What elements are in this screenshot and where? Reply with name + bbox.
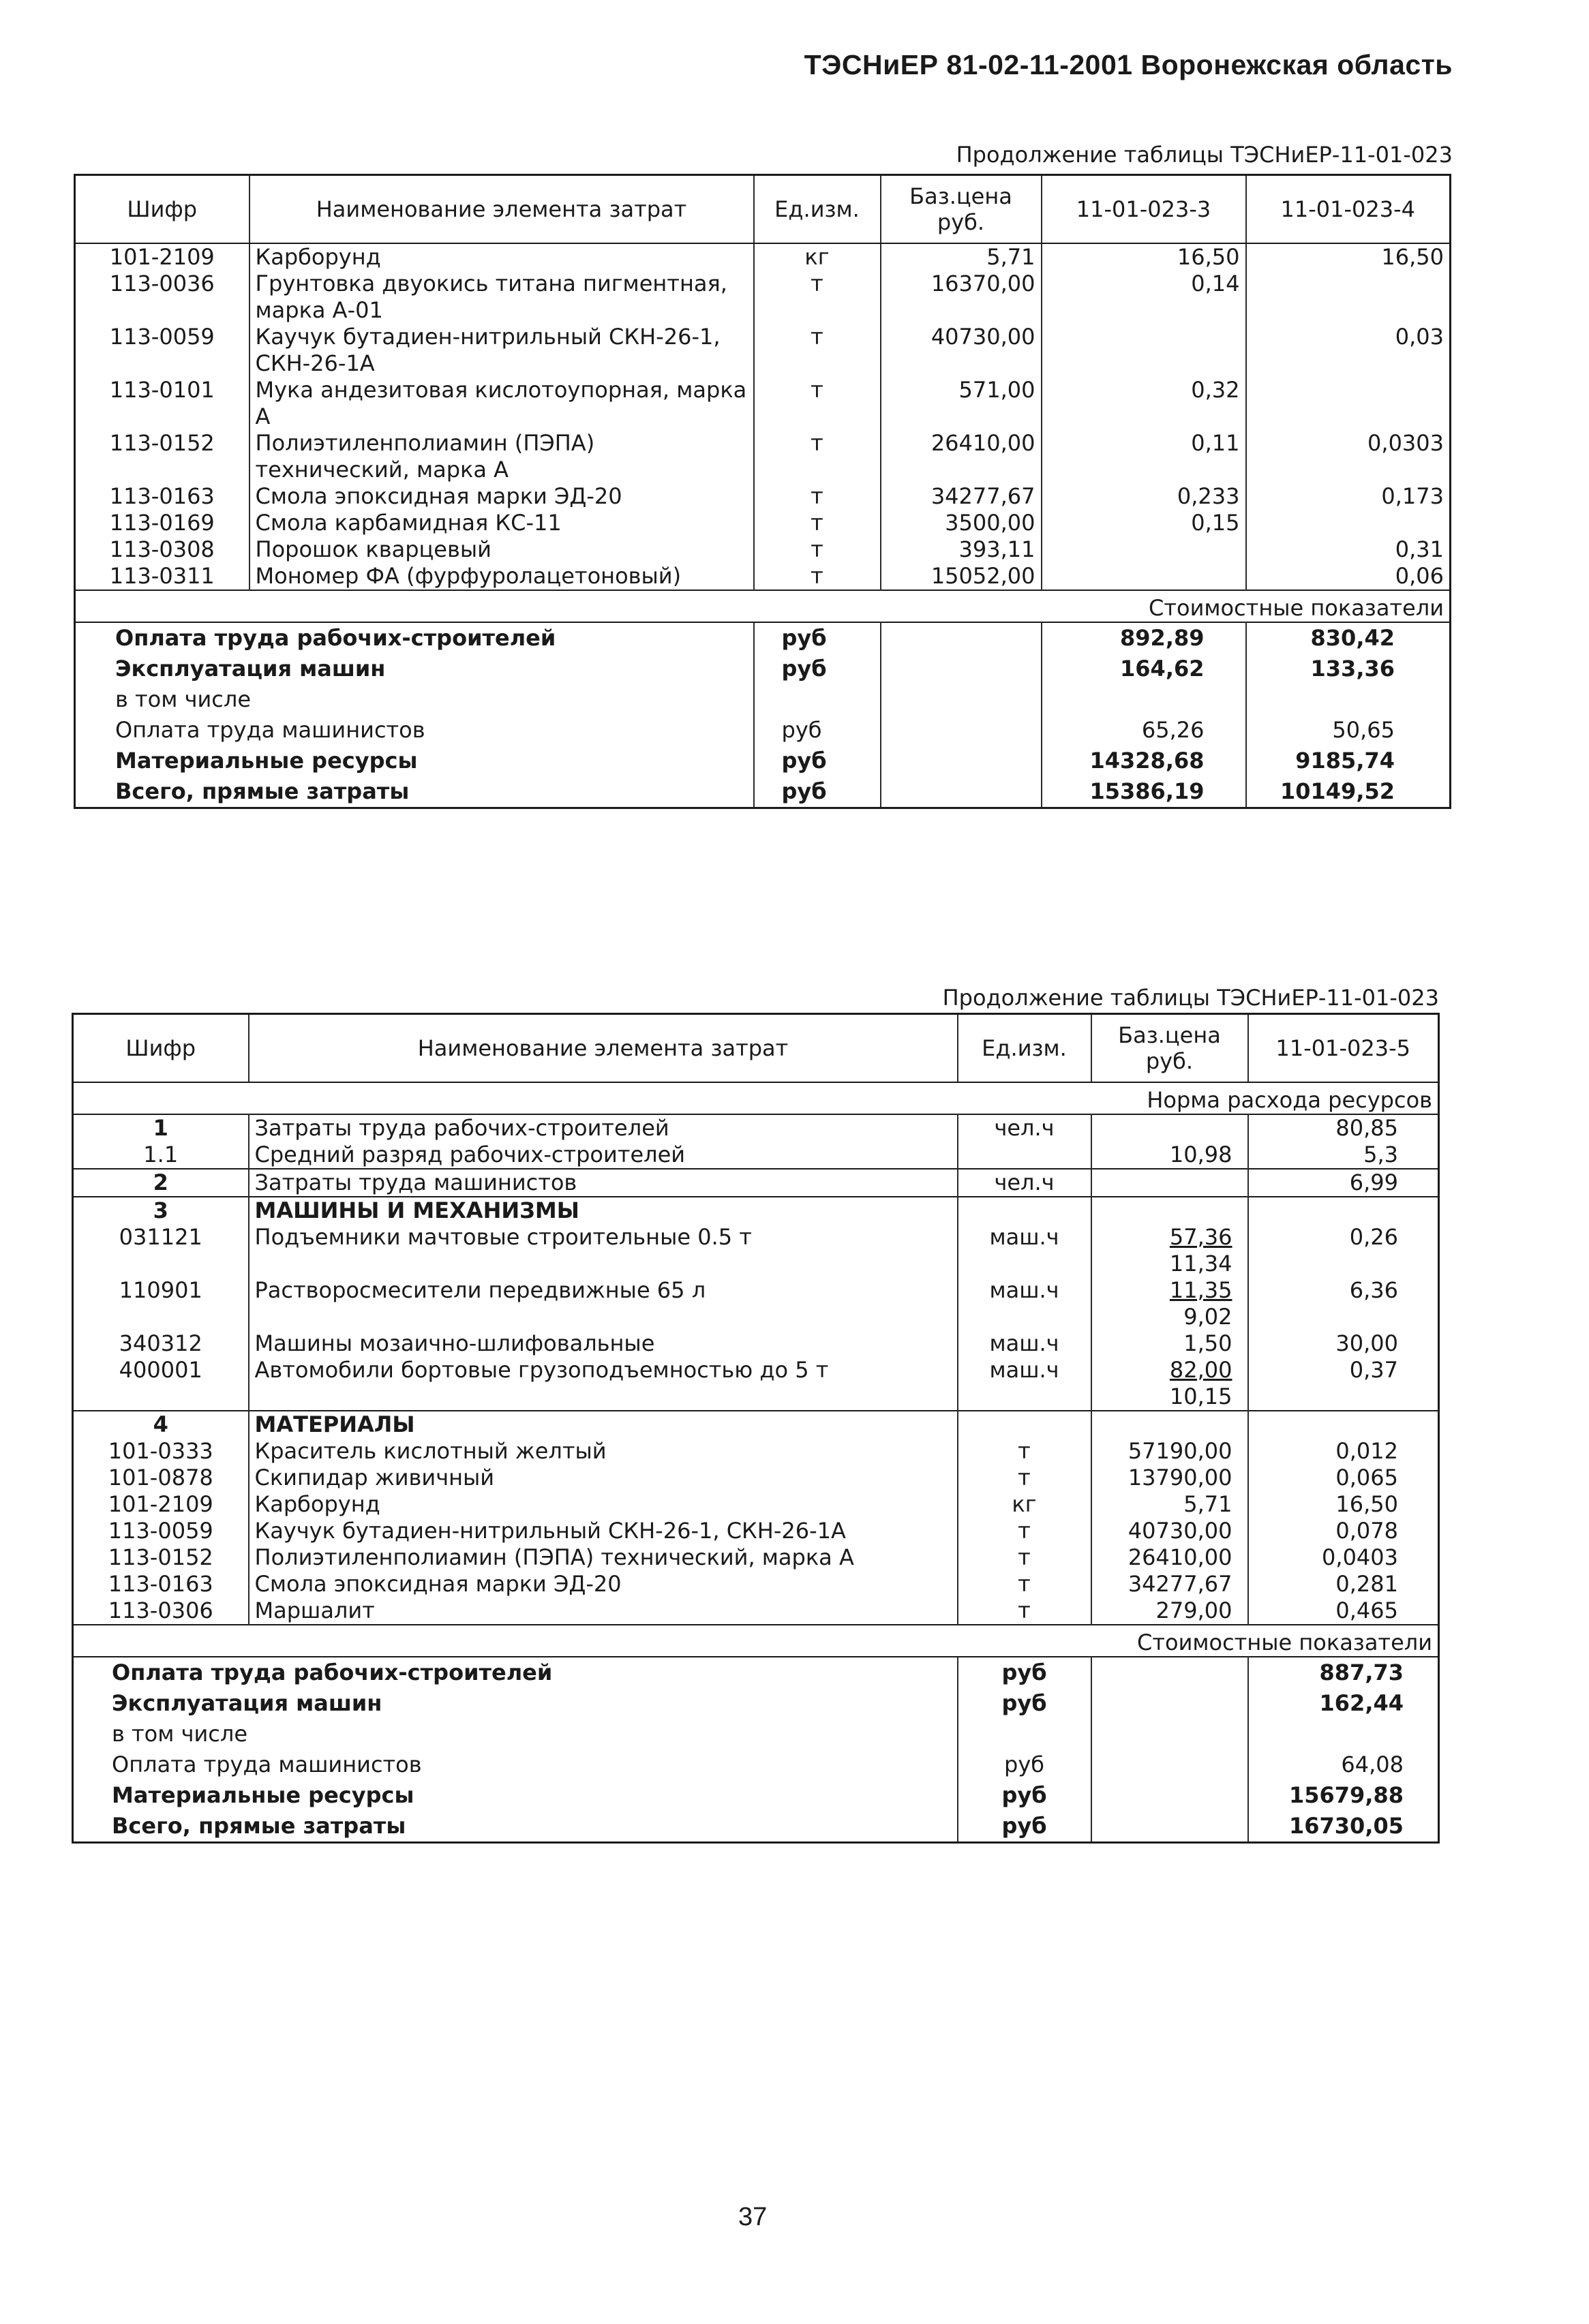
- col-unit-header: Ед.изм.: [754, 175, 881, 244]
- base-price-value: 11,35: [1169, 1277, 1232, 1303]
- resource-unit: т: [958, 1544, 1091, 1571]
- summary-label: Оплата труда рабочих-строителей: [75, 622, 754, 654]
- resource-code: 113-0152: [75, 430, 249, 483]
- base-price: [1091, 1411, 1248, 1438]
- base-price: [1091, 1518, 1248, 1544]
- norm-value-023-5: 0,012: [1248, 1438, 1439, 1465]
- col-price-header: Баз.цена руб.: [881, 175, 1042, 244]
- summary-value-023-5: 15679,88: [1248, 1780, 1439, 1811]
- summary-value-023-4: 830,42: [1246, 622, 1451, 654]
- resource-code: 031121: [73, 1224, 249, 1277]
- base-price-value: 57,36: [1169, 1224, 1232, 1250]
- base-price: [1091, 1571, 1248, 1597]
- norm-value-023-3: 16,50: [1042, 243, 1246, 271]
- base-price: [1091, 1491, 1248, 1518]
- norm-value-023-5: 0,065: [1248, 1465, 1439, 1491]
- table-row: [75, 243, 1451, 271]
- table-row: [75, 563, 1451, 590]
- resource-unit: т: [754, 536, 881, 563]
- norm-value-023-4: 0,0303: [1246, 430, 1451, 483]
- base-price: 571,00: [881, 377, 1042, 430]
- resource-unit: маш.ч: [958, 1224, 1091, 1277]
- norm-band-row: [73, 1082, 1439, 1114]
- norm-value-023-4: 0,03: [1246, 324, 1451, 377]
- resource-unit: т: [754, 563, 881, 590]
- summary-unit: [958, 1719, 1091, 1749]
- resource-unit: маш.ч: [958, 1330, 1091, 1357]
- base-price: 16370,00: [881, 271, 1042, 324]
- resource-name: Краситель кислотный желтый: [249, 1438, 958, 1465]
- summary-value-023-4: 50,65: [1246, 715, 1451, 746]
- resource-name: Карборунд: [249, 1491, 958, 1518]
- base-price: [1091, 1197, 1248, 1224]
- col-value-header: 11-01-023-5: [1248, 1014, 1439, 1083]
- resource-unit: маш.ч: [958, 1277, 1091, 1330]
- table-row: [73, 1465, 1439, 1491]
- resource-name: Затраты труда машинистов: [249, 1169, 958, 1197]
- resource-name: Полиэтиленполиамин (ПЭПА) технический, марка А: [249, 430, 754, 483]
- resource-name: Скипидар живичный: [249, 1465, 958, 1491]
- resource-name: Смола эпоксидная марки ЭД-20: [249, 1571, 958, 1597]
- summary-row: [75, 654, 1451, 684]
- summary-unit: руб: [958, 1657, 1091, 1688]
- summary-label: Оплата труда машинистов: [73, 1749, 958, 1780]
- resource-code: 1: [73, 1114, 249, 1142]
- table-row: [75, 510, 1451, 536]
- table-row: [73, 1597, 1439, 1625]
- summary-empty-cell: [881, 776, 1042, 808]
- norm-value-023-3: [1042, 324, 1246, 377]
- norm-value-023-4: 0,173: [1246, 483, 1451, 510]
- resource-code: 113-0163: [73, 1571, 249, 1597]
- summary-empty-cell: [1091, 1780, 1248, 1811]
- base-price: 3500,00: [881, 510, 1042, 536]
- resource-unit: т: [754, 483, 881, 510]
- resource-code: 1.1: [73, 1142, 249, 1169]
- norm-value-023-5: 6,99: [1248, 1169, 1439, 1197]
- summary-label: Эксплуатация машин: [73, 1688, 958, 1719]
- resource-unit: т: [958, 1597, 1091, 1625]
- resource-unit: т: [958, 1571, 1091, 1597]
- summary-row: [75, 746, 1451, 776]
- resource-unit: [958, 1142, 1091, 1169]
- base-price: [1091, 1114, 1248, 1142]
- summary-value-023-4: 9185,74: [1246, 746, 1451, 776]
- summary-label: Эксплуатация машин: [75, 654, 754, 684]
- page-number: 37: [738, 2203, 768, 2231]
- table-row: [73, 1357, 1439, 1411]
- summary-value-023-3: 15386,19: [1042, 776, 1246, 808]
- norm-value-023-3: 0,14: [1042, 271, 1246, 324]
- summary-empty-cell: [881, 684, 1042, 715]
- table-row: [75, 536, 1451, 563]
- base-price: [1091, 1277, 1248, 1330]
- resource-name: МАШИНЫ И МЕХАНИЗМЫ: [249, 1197, 958, 1224]
- summary-row: [75, 684, 1451, 715]
- resource-name: Смола эпоксидная марки ЭД-20: [249, 483, 754, 510]
- resource-unit: маш.ч: [958, 1357, 1091, 1411]
- resource-name: Порошок кварцевый: [249, 536, 754, 563]
- summary-empty-cell: [881, 715, 1042, 746]
- norm-value-023-5: 0,37: [1248, 1357, 1439, 1411]
- base-price: [1091, 1465, 1248, 1491]
- col-name-header: Наименование элемента затрат: [249, 1014, 958, 1083]
- cost-indicators-label: Стоимостные показатели: [73, 1625, 1439, 1657]
- summary-row: [75, 715, 1451, 746]
- norm-value-023-3: 0,233: [1042, 483, 1246, 510]
- norm-value-023-5: 0,465: [1248, 1597, 1439, 1625]
- summary-value-023-5: 16730,05: [1248, 1811, 1439, 1843]
- base-price-value: 26410,00: [1128, 1544, 1232, 1570]
- resource-unit: т: [754, 377, 881, 430]
- base-price-value: 40730,00: [1128, 1518, 1232, 1544]
- base-price: [1091, 1438, 1248, 1465]
- base-price: [1091, 1330, 1248, 1357]
- resource-table-2: [72, 1013, 1440, 1844]
- summary-unit: руб: [958, 1811, 1091, 1843]
- table-row: [73, 1277, 1439, 1330]
- table-row: [73, 1491, 1439, 1518]
- table-row: [73, 1411, 1439, 1438]
- summary-label: Материальные ресурсы: [73, 1780, 958, 1811]
- summary-empty-cell: [1091, 1688, 1248, 1719]
- table-row: [73, 1197, 1439, 1224]
- table-row: [75, 430, 1451, 483]
- summary-unit: руб: [958, 1749, 1091, 1780]
- summary-value-023-3: 14328,68: [1042, 746, 1246, 776]
- norm-value-023-5: 0,26: [1248, 1224, 1439, 1277]
- base-price-value: 82,00: [1169, 1357, 1232, 1383]
- resource-code: 3: [73, 1197, 249, 1224]
- base-price: [1091, 1224, 1248, 1277]
- summary-unit: руб: [754, 776, 881, 808]
- norm-value-023-3: [1042, 536, 1246, 563]
- norm-value-023-4: [1246, 271, 1451, 324]
- table-row: [73, 1142, 1439, 1169]
- summary-label: Оплата труда машинистов: [75, 715, 754, 746]
- resource-unit: кг: [754, 243, 881, 271]
- resource-unit: т: [754, 430, 881, 483]
- summary-label: в том числе: [75, 684, 754, 715]
- summary-label: Оплата труда рабочих-строителей: [73, 1657, 958, 1688]
- summary-row: [73, 1688, 1439, 1719]
- base-price-value: 13790,00: [1128, 1465, 1232, 1490]
- summary-unit: руб: [754, 715, 881, 746]
- table-row: [73, 1571, 1439, 1597]
- resource-code: 113-0152: [73, 1544, 249, 1571]
- summary-empty-cell: [1091, 1657, 1248, 1688]
- summary-value-023-3: 164,62: [1042, 654, 1246, 684]
- resource-code: 101-0333: [73, 1438, 249, 1465]
- col-unit-header: Ед.изм.: [958, 1014, 1091, 1083]
- resource-name: Мономер ФА (фурфуролацетоновый): [249, 563, 754, 590]
- summary-value-023-4: 10149,52: [1246, 776, 1451, 808]
- resource-name: Смола карбамидная КС-11: [249, 510, 754, 536]
- resource-name: Карборунд: [249, 243, 754, 271]
- resource-code: 113-0036: [75, 271, 249, 324]
- base-price: 26410,00: [881, 430, 1042, 483]
- cost-band-row: [75, 590, 1451, 622]
- summary-row: [73, 1749, 1439, 1780]
- resource-name: Мука андезитовая кислотоупорная, марка А: [249, 377, 754, 430]
- table-row: [73, 1114, 1439, 1142]
- base-price: 40730,00: [881, 324, 1042, 377]
- resource-code: 110901: [73, 1277, 249, 1330]
- base-price-value: 34277,67: [1128, 1571, 1232, 1597]
- resource-name: Каучук бутадиен-нитрильный СКН-26-1, СКН-26-1А: [249, 1518, 958, 1544]
- machinist-wage-value: 11,34: [1169, 1251, 1232, 1276]
- norm-value-023-5: 0,0403: [1248, 1544, 1439, 1571]
- base-price: 5,71: [881, 243, 1042, 271]
- summary-value-023-5: 162,44: [1248, 1688, 1439, 1719]
- resource-unit: т: [958, 1518, 1091, 1544]
- resource-code: 400001: [73, 1357, 249, 1411]
- base-price: 15052,00: [881, 563, 1042, 590]
- table-row: [75, 483, 1451, 510]
- table-row: [73, 1169, 1439, 1197]
- summary-row: [75, 622, 1451, 654]
- summary-empty-cell: [1091, 1811, 1248, 1843]
- summary-value-023-5: [1248, 1719, 1439, 1749]
- base-price-value: 5,71: [1183, 1491, 1232, 1517]
- summary-unit: руб: [754, 622, 881, 654]
- resource-name: Затраты труда рабочих-строителей: [249, 1114, 958, 1142]
- norm-value-023-4: 0,06: [1246, 563, 1451, 590]
- summary-empty-cell: [881, 746, 1042, 776]
- norm-value-023-5: 0,281: [1248, 1571, 1439, 1597]
- norm-value-023-3: 0,32: [1042, 377, 1246, 430]
- resource-unit: [958, 1411, 1091, 1438]
- resource-code: 101-0878: [73, 1465, 249, 1491]
- norm-value-023-5: 5,3: [1248, 1142, 1439, 1169]
- base-price: 393,11: [881, 536, 1042, 563]
- table-row: [75, 324, 1451, 377]
- summary-value-023-3: 65,26: [1042, 715, 1246, 746]
- resource-code: 113-0308: [75, 536, 249, 563]
- machinist-wage-value: 9,02: [1183, 1304, 1232, 1330]
- summary-unit: руб: [754, 746, 881, 776]
- resource-name: Полиэтиленполиамин (ПЭПА) технический, марка А: [249, 1544, 958, 1571]
- summary-label: Всего, прямые затраты: [75, 776, 754, 808]
- base-price: [1091, 1597, 1248, 1625]
- summary-empty-cell: [1091, 1749, 1248, 1780]
- base-price-value: 10,98: [1169, 1142, 1232, 1167]
- norm-value-023-5: [1248, 1411, 1439, 1438]
- col-name-header: Наименование элемента затрат: [249, 175, 754, 244]
- resource-name: Машины мозаично-шлифовальные: [249, 1330, 958, 1357]
- summary-value-023-4: [1246, 684, 1451, 715]
- resource-name: Средний разряд рабочих-строителей: [249, 1142, 958, 1169]
- resource-code: 340312: [73, 1330, 249, 1357]
- norm-label: Норма расхода ресурсов: [73, 1082, 1439, 1114]
- summary-row: [73, 1657, 1439, 1688]
- machinist-wage-value: 10,15: [1169, 1383, 1232, 1409]
- summary-label: Материальные ресурсы: [75, 746, 754, 776]
- table1-caption: Продолжение таблицы ТЭСНиЕР-11-01-023: [956, 142, 1453, 168]
- table1-header-row: [75, 175, 1451, 244]
- resource-code: 113-0311: [75, 563, 249, 590]
- col-value2-header: 11-01-023-4: [1246, 175, 1451, 244]
- resource-name: Маршалит: [249, 1597, 958, 1625]
- resource-name: Автомобили бортовые грузоподъемностью до 5 т: [249, 1357, 958, 1411]
- col-code-header: Шифр: [75, 175, 249, 244]
- resource-code: 113-0306: [73, 1597, 249, 1625]
- resource-unit: [958, 1197, 1091, 1224]
- norm-value-023-5: 6,36: [1248, 1277, 1439, 1330]
- resource-unit: т: [958, 1438, 1091, 1465]
- table2-caption: Продолжение таблицы ТЭСНиЕР-11-01-023: [942, 985, 1439, 1011]
- table2-header-row: [73, 1014, 1439, 1083]
- norm-value-023-4: 0,31: [1246, 536, 1451, 563]
- norm-value-023-5: 0,078: [1248, 1518, 1439, 1544]
- base-price: [1091, 1169, 1248, 1197]
- base-price: [1091, 1142, 1248, 1169]
- resource-code: 113-0169: [75, 510, 249, 536]
- norm-value-023-5: [1248, 1197, 1439, 1224]
- summary-unit: руб: [958, 1688, 1091, 1719]
- resource-unit: т: [754, 510, 881, 536]
- norm-value-023-5: 16,50: [1248, 1491, 1439, 1518]
- summary-unit: [754, 684, 881, 715]
- resource-name: Грунтовка двуокись титана пигментная, марка А-01: [249, 271, 754, 324]
- summary-row: [75, 776, 1451, 808]
- summary-unit: руб: [754, 654, 881, 684]
- base-price: [1091, 1544, 1248, 1571]
- cost-indicators-label: Стоимостные показатели: [75, 590, 1451, 622]
- table-row: [73, 1330, 1439, 1357]
- norm-value-023-3: 0,15: [1042, 510, 1246, 536]
- table-row: [73, 1518, 1439, 1544]
- norm-value-023-4: [1246, 377, 1451, 430]
- base-price-value: 1,50: [1183, 1330, 1232, 1356]
- resource-name: Растворосмесители передвижные 65 л: [249, 1277, 958, 1330]
- col-price-header: Баз.цена руб.: [1091, 1014, 1248, 1083]
- resource-unit: т: [754, 324, 881, 377]
- cost-band-row: [73, 1625, 1439, 1657]
- resource-unit: чел.ч: [958, 1114, 1091, 1142]
- resource-name: МАТЕРИАЛЫ: [249, 1411, 958, 1438]
- resource-code: 101-2109: [73, 1491, 249, 1518]
- norm-value-023-5: 30,00: [1248, 1330, 1439, 1357]
- resource-unit: т: [754, 271, 881, 324]
- table-row: [75, 271, 1451, 324]
- summary-row: [73, 1719, 1439, 1749]
- table-row: [73, 1544, 1439, 1571]
- resource-code: 113-0101: [75, 377, 249, 430]
- resource-code: 113-0059: [73, 1518, 249, 1544]
- summary-label: в том числе: [73, 1719, 958, 1749]
- resource-code: 4: [73, 1411, 249, 1438]
- resource-code: 101-2109: [75, 243, 249, 271]
- resource-unit: кг: [958, 1491, 1091, 1518]
- table-row: [75, 377, 1451, 430]
- norm-value-023-3: 0,11: [1042, 430, 1246, 483]
- resource-unit: т: [958, 1465, 1091, 1491]
- summary-value-023-3: 892,89: [1042, 622, 1246, 654]
- summary-row: [73, 1811, 1439, 1843]
- document-title: ТЭСНиЕР 81-02-11-2001 Воронежская область: [804, 49, 1453, 80]
- base-price: 34277,67: [881, 483, 1042, 510]
- summary-empty-cell: [881, 654, 1042, 684]
- norm-value-023-5: 80,85: [1248, 1114, 1439, 1142]
- norm-value-023-4: [1246, 510, 1451, 536]
- resource-table-1: [74, 174, 1451, 809]
- summary-value-023-5: 64,08: [1248, 1749, 1439, 1780]
- resource-code: 2: [73, 1169, 249, 1197]
- summary-label: Всего, прямые затраты: [73, 1811, 958, 1843]
- summary-value-023-4: 133,36: [1246, 654, 1451, 684]
- table-row: [73, 1438, 1439, 1465]
- summary-row: [73, 1780, 1439, 1811]
- norm-value-023-4: 16,50: [1246, 243, 1451, 271]
- col-code-header: Шифр: [73, 1014, 249, 1083]
- resource-unit: чел.ч: [958, 1169, 1091, 1197]
- resource-code: 113-0059: [75, 324, 249, 377]
- summary-unit: руб: [958, 1780, 1091, 1811]
- base-price-value: 57190,00: [1128, 1438, 1232, 1464]
- summary-value-023-5: 887,73: [1248, 1657, 1439, 1688]
- base-price: [1091, 1357, 1248, 1411]
- summary-empty-cell: [1091, 1719, 1248, 1749]
- resource-name: Подъемники мачтовые строительные 0.5 т: [249, 1224, 958, 1277]
- summary-empty-cell: [881, 622, 1042, 654]
- norm-value-023-3: [1042, 563, 1246, 590]
- table-row: [73, 1224, 1439, 1277]
- resource-code: 113-0163: [75, 483, 249, 510]
- summary-value-023-3: [1042, 684, 1246, 715]
- base-price-value: 279,00: [1155, 1597, 1232, 1623]
- resource-name: Каучук бутадиен-нитрильный СКН-26-1, СКН-26-1А: [249, 324, 754, 377]
- col-value1-header: 11-01-023-3: [1042, 175, 1246, 244]
